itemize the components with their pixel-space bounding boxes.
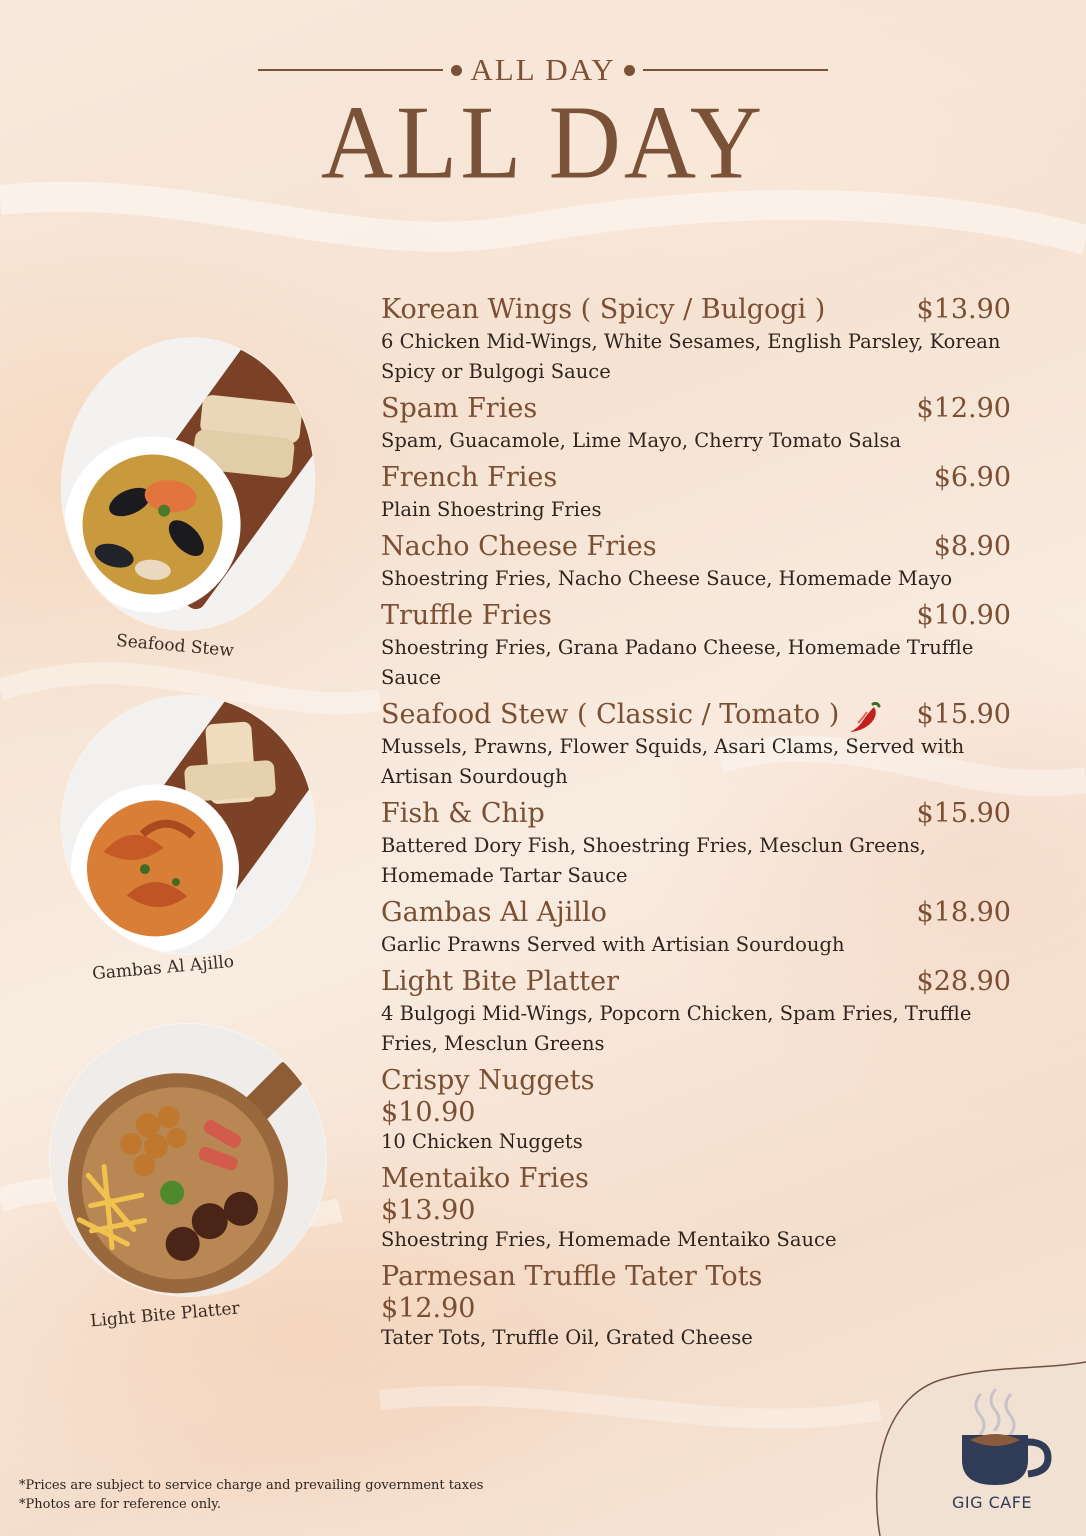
menu-item (381, 598, 1011, 697)
item-name: Parmesan Truffle Tater Tots (381, 1261, 763, 1292)
item-name: French Fries (381, 462, 558, 493)
menu-item (381, 529, 1011, 598)
item-name: Crispy Nuggets (381, 1065, 595, 1096)
footer-note-prices: *Prices are subject to service charge and prevailing government taxes (19, 1478, 484, 1493)
item-description: Shoestring Fries, Grana Padano Cheese, Homemade Truffle Sauce (381, 636, 974, 689)
menu-item (381, 964, 1011, 1063)
item-price: $10.90 (381, 1097, 476, 1128)
item-description: Shoestring Fries, Homemade Mentaiko Sauce (381, 1228, 837, 1251)
item-name: Fish & Chip (381, 798, 545, 829)
item-price: $13.90 (916, 294, 1011, 325)
item-price: $12.90 (916, 393, 1011, 424)
chili-pepper-icon (847, 700, 883, 734)
item-description: Garlic Prawns Served with Artisian Sourdough (381, 933, 845, 956)
menu-item (381, 292, 1011, 391)
item-price: $18.90 (916, 897, 1011, 928)
header-small-title: ALL DAY (470, 52, 616, 87)
menu-item (381, 895, 1011, 964)
menu-item (381, 796, 1011, 895)
item-name: Korean Wings ( Spicy / Bulgogi ) (381, 294, 826, 325)
header-line-right (643, 69, 828, 71)
item-description: Spam, Guacamole, Lime Mayo, Cherry Tomato Salsa (381, 429, 902, 452)
item-price: $15.90 (916, 798, 1011, 829)
item-description: Tater Tots, Truffle Oil, Grated Cheese (381, 1326, 753, 1349)
item-description: 10 Chicken Nuggets (381, 1130, 583, 1153)
item-name: Gambas Al Ajillo (381, 897, 607, 928)
item-price: $6.90 (933, 462, 1011, 493)
header-dot-right (624, 65, 635, 76)
item-name: Nacho Cheese Fries (381, 531, 657, 562)
menu-item (381, 391, 1011, 460)
item-name: Spam Fries (381, 393, 538, 424)
menu-item (381, 1161, 1011, 1259)
item-description: Battered Dory Fish, Shoestring Fries, Mesclun Greens, Homemade Tartar Sauce (381, 834, 926, 887)
item-description: 4 Bulgogi Mid-Wings, Popcorn Chicken, Spam Fries, Truffle Fries, Mesclun Greens (381, 1002, 972, 1055)
gambas-caption: Gambas Al Ajillo (91, 951, 235, 985)
item-price: $10.90 (916, 600, 1011, 631)
item-name: Mentaiko Fries (381, 1163, 589, 1194)
item-description: Plain Shoestring Fries (381, 498, 602, 521)
header-line-left (258, 69, 443, 71)
seafood-stew-caption: Seafood Stew (115, 630, 235, 662)
page-title: ALL DAY (320, 84, 766, 201)
header-ornament (258, 52, 828, 88)
footer-note-photos: *Photos are for reference only. (19, 1497, 221, 1512)
menu-item (381, 1063, 1011, 1161)
item-description: Mussels, Prawns, Flower Squids, Asari Clams, Served with Artisan Sourdough (381, 735, 965, 788)
item-price: $12.90 (381, 1293, 476, 1324)
menu-item (381, 460, 1011, 529)
light-bite-platter-caption: Light Bite Platter (89, 1298, 241, 1332)
item-name: Truffle Fries (381, 600, 552, 631)
item-name: Seafood Stew ( Classic / Tomato ) (381, 699, 840, 730)
menu-list (381, 292, 1011, 1357)
light-bite-platter-photo (39, 1012, 338, 1307)
item-price: $8.90 (933, 531, 1011, 562)
item-price: $28.90 (916, 966, 1011, 997)
gambas-photo (53, 688, 322, 963)
menu-item (381, 697, 1011, 796)
item-description: 6 Chicken Mid-Wings, White Sesames, English Parsley, Korean Spicy or Bulgogi Sauce (381, 330, 1001, 383)
logo-text: GIG CAFE (952, 1493, 1033, 1512)
item-name: Light Bite Platter (381, 966, 620, 997)
item-price: $13.90 (381, 1195, 476, 1226)
item-price: $15.90 (916, 699, 1011, 730)
seafood-stew-photo (47, 326, 328, 643)
item-description: Shoestring Fries, Nacho Cheese Sauce, Homemade Mayo (381, 567, 953, 590)
footer-notes (19, 1476, 483, 1514)
header-dot-left (451, 65, 462, 76)
